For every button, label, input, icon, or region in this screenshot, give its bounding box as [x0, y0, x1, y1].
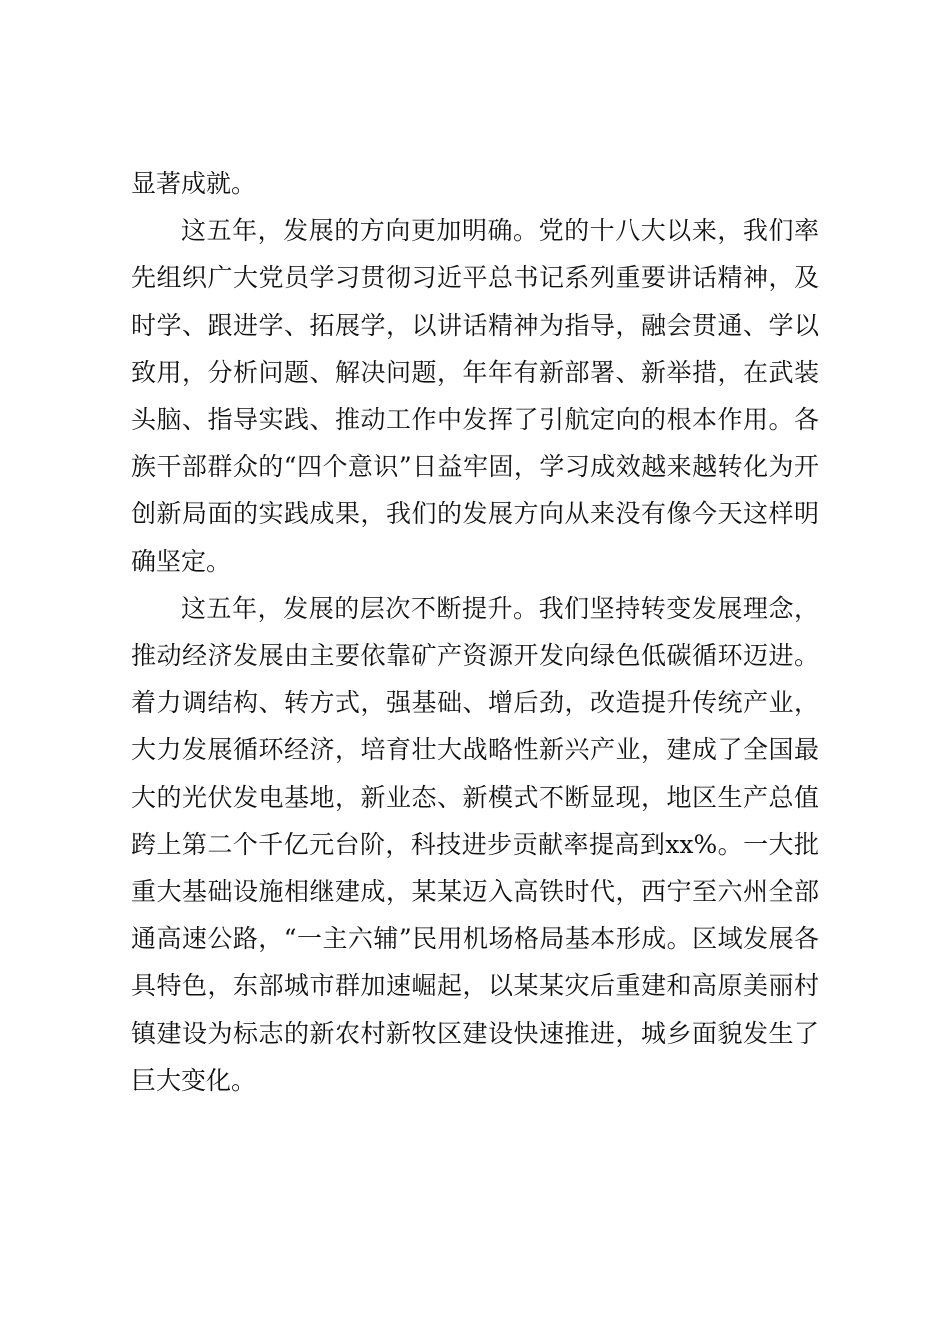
paragraph-development-level: 这五年，发展的层次不断提升。我们坚持转变发展理念，推动经济发展由主要依靠矿产资源开发向绿色低碳循环迈进。着力调结构、转方式，强基础、增后劲，改造提升传统产业，大力发展循环经济，培育壮大战略性新兴产业，建成了全国最大的光伏发电基地，新业态、新模式不断显现，地区生产总值跨上第二个千亿元台阶，科技进步贡献率提高到xx%。一大批重大基础设施相继建成，某某迈入高铁时代，西宁至六州全部通高速公路，“一主六辅”民用机场格局基本形成。区域发展各具特色，东部城市群加速崛起，以某某灾后重建和高原美丽村镇建设为标志的新农村新牧区建设快速推进，城乡面貌发生了巨大变化。	[131, 593, 819, 1095]
paragraph-continuation: 显著成就。	[131, 169, 257, 198]
document-body	[131, 160, 819, 1104]
paragraph-development-direction: 这五年，发展的方向更加明确。党的十八大以来，我们率先组织广大党员学习贯彻习近平总书记系列重要讲话精神，及时学、跟进学、拓展学，以讲话精神为指导，融会贯通、学以致用，分析问题、解决问题，年年有新部署、新举措，在武装头脑、指导实践、推动工作中发挥了引航定向的根本作用。各族干部群众的“四个意识”日益牢固，学习成效越来越转化为开创新局面的实践成果，我们的发展方向从来没有像今天这样明确坚定。	[131, 216, 819, 576]
